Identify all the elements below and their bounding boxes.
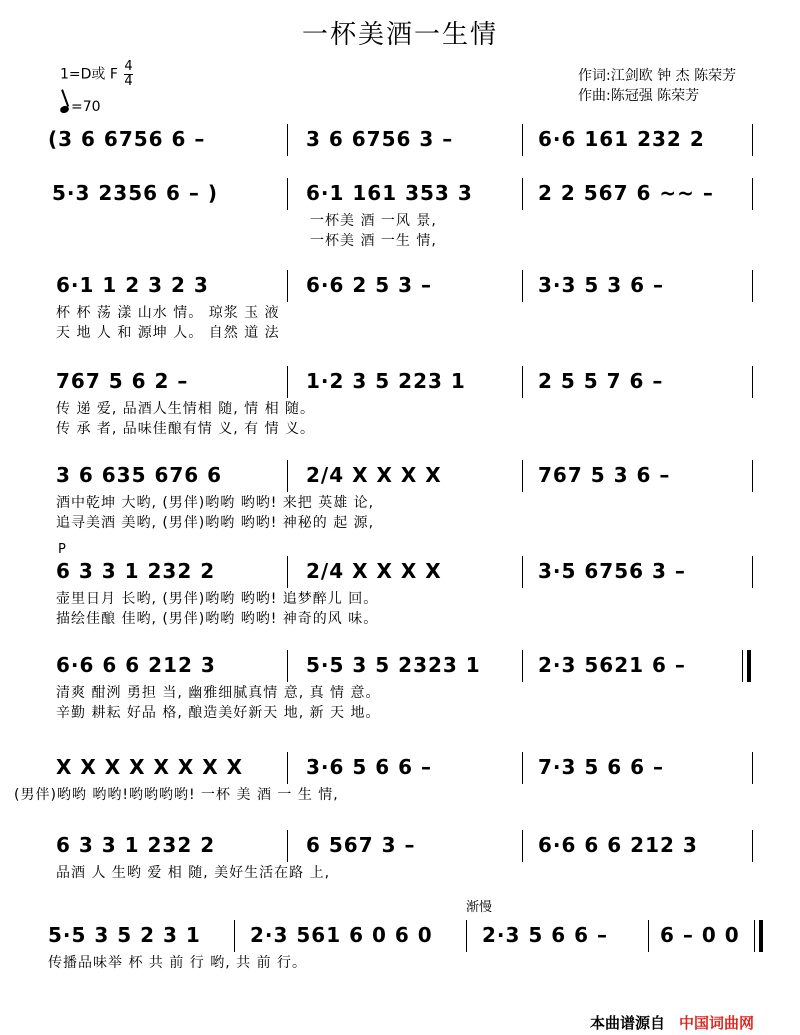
barline (287, 124, 288, 156)
notation-line (0, 124, 800, 154)
notation-line (0, 366, 800, 396)
barline (522, 124, 523, 156)
notation-line (0, 556, 800, 586)
notation-line (0, 830, 800, 860)
lyric-verse-1: 杯 杯 荡 漾 山水 情。 琼浆 玉 液 (56, 305, 280, 321)
barline (466, 920, 467, 952)
measure: (3 6 6756 6 – (48, 127, 206, 151)
measure: 3 6 6756 3 – (306, 127, 454, 151)
barline (522, 556, 523, 588)
dynamic-marking: P (58, 542, 66, 557)
notation-line (0, 650, 800, 680)
lyric-verse-1: 品酒 人 生哟 爱 相 随, 美好生活在路 上, (56, 865, 331, 881)
notation-line (0, 920, 800, 950)
final-barline-thin (754, 920, 755, 952)
measure: 5·5 3 5 2323 1 (306, 653, 481, 677)
lyric-verse-2: 追寻美酒 美哟, (男伴)哟哟 哟哟! 神秘的 起 源, (56, 515, 375, 531)
tempo-change-marking: 渐慢 (466, 900, 493, 915)
barline (752, 178, 753, 210)
lyric-verse-1: 清爽 酣洌 勇担 当, 幽雅细腻真情 意, 真 情 意。 (56, 685, 381, 701)
barline (522, 366, 523, 398)
measure: 6·6 161 232 2 (538, 127, 705, 151)
barline (522, 178, 523, 210)
barline (522, 650, 523, 682)
key-and-tempo (60, 60, 133, 115)
barline (752, 752, 753, 784)
lyric-verse-1: (男伴)哟哟 哟哟!哟哟哟哟! 一杯 美 酒 一 生 情, (14, 787, 339, 803)
measure: 6·6 6 6 212 3 (56, 653, 216, 677)
final-barline-thick (747, 650, 751, 682)
time-numerator: 4 (124, 59, 133, 74)
notation-line (0, 460, 800, 490)
lyric-verse-1: 一杯美 酒 一风 景, (310, 213, 437, 229)
lyric-verse-2: 天 地 人 和 源坤 人。 自然 道 法 (56, 325, 280, 341)
measure: 3·5 6756 3 – (538, 559, 686, 583)
measure: 5·3 2356 6 – ) (52, 181, 219, 205)
measure: 6 567 3 – (306, 833, 416, 857)
notation-line (0, 270, 800, 300)
measure: 2/4 X X X X (306, 559, 442, 583)
barline (648, 920, 649, 952)
measure: 6·1 1 2 3 2 3 (56, 273, 209, 297)
notation-line (0, 178, 800, 208)
barline (752, 460, 753, 492)
final-barline-thick (759, 920, 763, 952)
barline (522, 830, 523, 862)
barline (287, 460, 288, 492)
key-signature (60, 60, 133, 89)
barline (287, 752, 288, 784)
lyric-verse-2: 描绘佳酿 佳哟, (男伴)哟哟 哟哟! 神奇的风 味。 (56, 611, 379, 627)
song-title: 一杯美酒一生情 (301, 20, 498, 50)
lyric-verse-2: 一杯美 酒 一生 情, (310, 233, 437, 249)
footer-source (590, 1012, 754, 1033)
measure: 2 2 567 6 ~~ – (538, 181, 714, 205)
barline (234, 920, 235, 952)
lyric-verse-1: 壶里日月 长哟, (男伴)哟哟 哟哟! 追梦醉儿 回。 (56, 591, 379, 607)
time-signature (124, 60, 132, 89)
barline (752, 556, 753, 588)
lyric-verse-2: 传 承 者, 品味佳酿有情 义, 有 情 义。 (56, 421, 316, 437)
barline (287, 178, 288, 210)
barline (752, 270, 753, 302)
measure: 767 5 3 6 – (538, 463, 671, 487)
measure: 3·3 5 3 6 – (538, 273, 665, 297)
measure: 6·6 6 6 212 3 (538, 833, 698, 857)
final-barline-thin (742, 650, 743, 682)
tempo-value: =70 (71, 99, 101, 115)
measure: 2·3 5621 6 – (538, 653, 686, 677)
measure: 2·3 5 6 6 – (482, 923, 609, 947)
barline (752, 830, 753, 862)
lyric-verse-2: 辛勤 耕耘 好品 格, 酿造美好新天 地, 新 天 地。 (56, 705, 381, 721)
measure: 2 5 5 7 6 – (538, 369, 664, 393)
barline (287, 830, 288, 862)
key-text: 1=D或 F (60, 66, 118, 83)
barline (752, 366, 753, 398)
measure: 3 6 635 676 6 (56, 463, 223, 487)
barline (287, 366, 288, 398)
quarter-note-icon (59, 105, 70, 115)
measure: 6·1 161 353 3 (306, 181, 473, 205)
measure: 767 5 6 2 – (56, 369, 189, 393)
site-brand-link[interactable]: 中国词曲网 (679, 1014, 755, 1032)
measure: 6 – 0 0 (660, 923, 740, 947)
barline (287, 270, 288, 302)
measure: 6 3 3 1 232 2 (56, 833, 216, 857)
lyric-verse-1: 传播品味举 杯 共 前 行 哟, 共 前 行。 (48, 955, 308, 971)
measure: 6 3 3 1 232 2 (56, 559, 216, 583)
barline (522, 270, 523, 302)
lyric-verse-1: 传 递 爱, 品酒人生情相 随, 情 相 随。 (56, 401, 316, 417)
barline (522, 460, 523, 492)
measure: 6·6 2 5 3 – (306, 273, 433, 297)
barline (287, 650, 288, 682)
credits (578, 66, 736, 106)
measure: 2/4 X X X X (306, 463, 442, 487)
measure: 2·3 561 6 0 6 0 (250, 923, 433, 947)
lyricist-credit: 作词:江剑欧 钟 杰 陈荣芳 (578, 68, 737, 84)
notation-line (0, 752, 800, 782)
source-text: 本曲谱源自 (590, 1014, 666, 1032)
measure: 3·6 5 6 6 – (306, 755, 433, 779)
time-denominator: 4 (124, 74, 133, 89)
measure: 5·5 3 5 2 3 1 (48, 923, 201, 947)
barline (522, 752, 523, 784)
lyric-verse-1: 酒中乾坤 大哟, (男伴)哟哟 哟哟! 来把 英雄 论, (56, 495, 375, 511)
composer-credit: 作曲:陈冠强 陈荣芳 (578, 88, 700, 104)
measure: 7·3 5 6 6 – (538, 755, 665, 779)
barline (752, 124, 753, 156)
measure: X X X X X X X X (56, 755, 244, 779)
measure: 1·2 3 5 223 1 (306, 369, 466, 393)
tempo-marking (60, 99, 133, 115)
barline (287, 556, 288, 588)
